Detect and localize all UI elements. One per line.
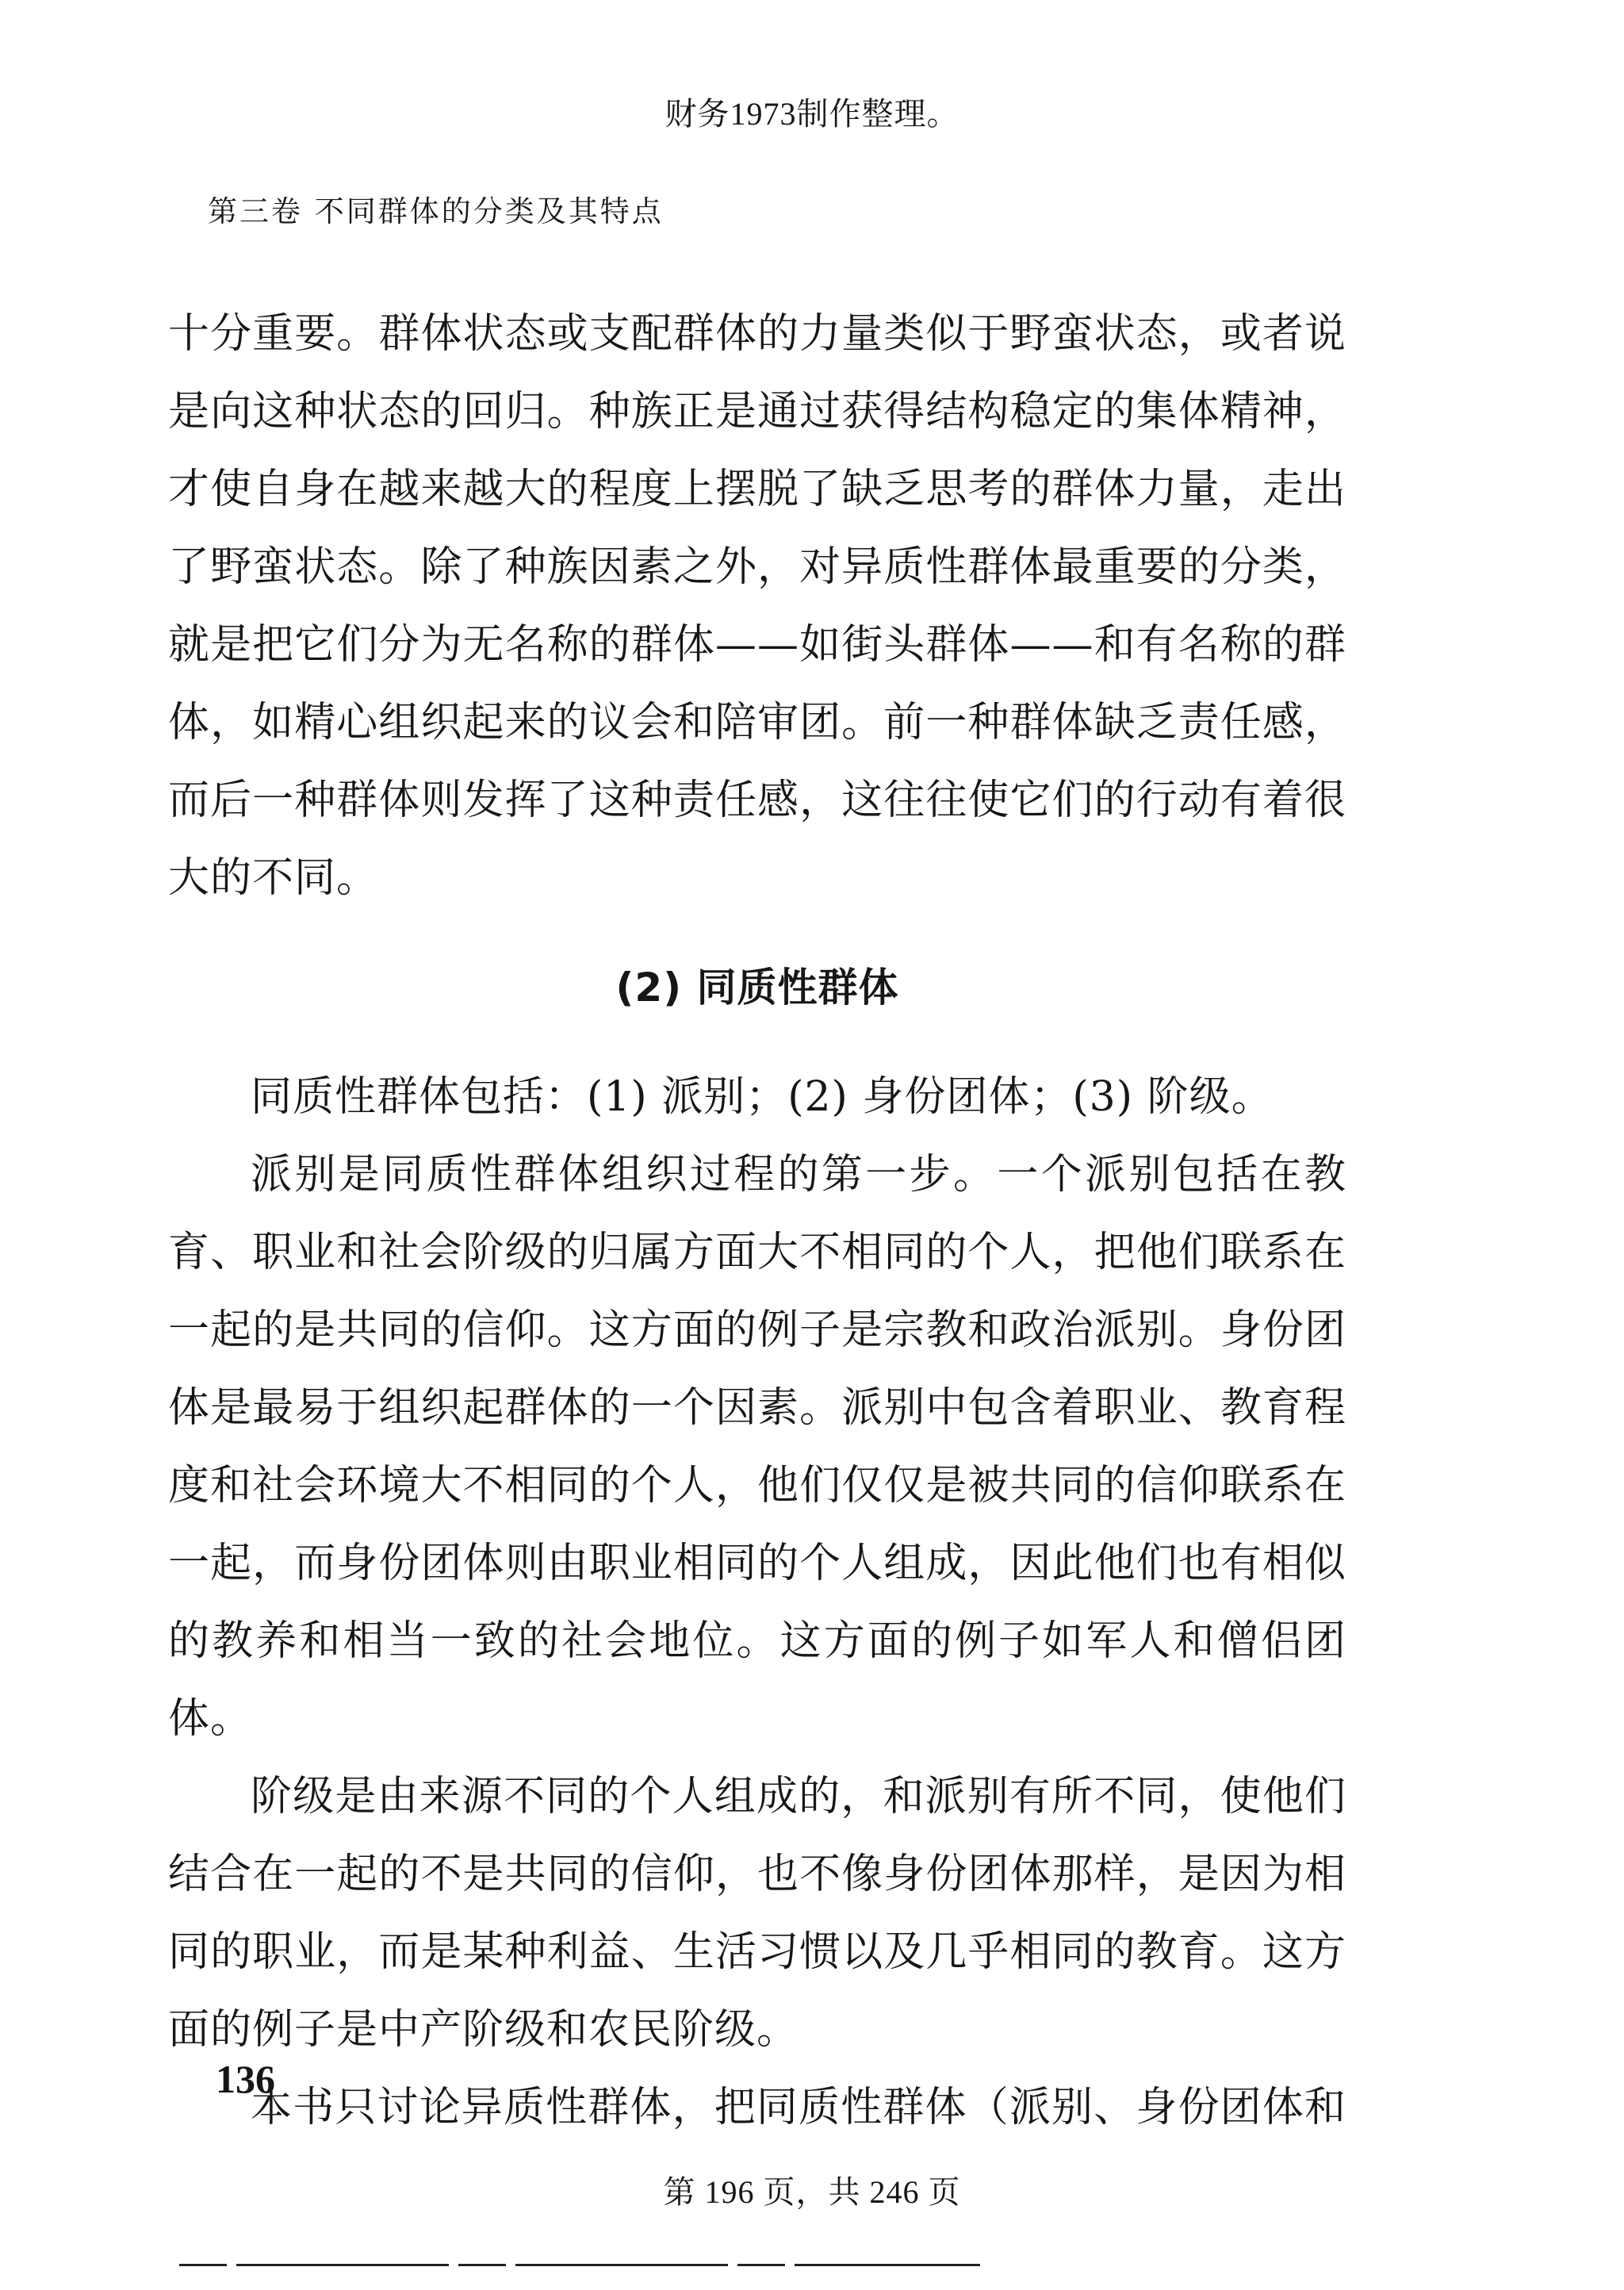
- paragraph-1: [168, 295, 1346, 917]
- text-line: 十分重要。群体状态或支配群体的力量类似于野蛮状态，或者说: [168, 310, 1346, 358]
- text-line: 育、职业和社会阶级的归属方面大不相同的个人，把他们联系在: [168, 1229, 1346, 1276]
- paragraph-4: [168, 1758, 1346, 2069]
- text-line: 大的不同。: [168, 854, 379, 902]
- text-line: 派别是同质性群体组织过程的第一步。一个派别包括在教: [251, 1151, 1346, 1199]
- watermark-text: 财务1973制作整理。: [665, 96, 959, 132]
- text-line: 度和社会环境大不相同的个人，他们仅仅是被共同的信仰联系在: [168, 1462, 1346, 1509]
- page-footer: 第 196 页，共 246 页: [663, 2174, 961, 2210]
- text-line: 才使自身在越来越大的程度上摆脱了缺乏思考的群体力量，走出: [168, 466, 1346, 513]
- text-line: 体，如精心组织起来的议会和陪审团。前一种群体缺乏责任感，: [168, 699, 1346, 746]
- scan-artifact-rule: [179, 2264, 980, 2266]
- text-line: 本书只讨论异质性群体，把同质性群体（派别、身份团体和: [251, 2084, 1346, 2131]
- text-line: 体。: [168, 1695, 253, 1743]
- section-heading: (2) 同质性群体: [615, 965, 899, 1011]
- text-line: 了野蛮状态。除了种族因素之外，对异质性群体最重要的分类，: [168, 543, 1346, 591]
- text-line: 体是最易于组织起群体的一个因素。派别中包含着职业、教育程: [168, 1384, 1346, 1432]
- text-line: 结合在一起的不是共同的信仰，也不像身份团体那样，是因为相: [168, 1851, 1346, 1898]
- body-text: [168, 295, 1346, 2146]
- paragraph-3: [168, 1136, 1346, 1758]
- text-line: 是向这种状态的回归。种族正是通过获得结构稳定的集体精神，: [168, 388, 1346, 435]
- text-line: 面的例子是中产阶级和农民阶级。: [168, 2006, 799, 2054]
- text-line: 就是把它们分为无名称的群体——如街头群体——和有名称的群: [168, 621, 1346, 669]
- text-line: 而后一种群体则发挥了这种责任感，这往往使它们的行动有着很: [168, 777, 1346, 824]
- paragraph-5: [168, 2069, 1346, 2146]
- text-line: 阶级是由来源不同的个人组成的，和派别有所不同，使他们: [251, 1773, 1346, 1820]
- paragraph-2: [168, 1058, 1346, 1136]
- text-line: 的教养和相当一致的社会地位。这方面的例子如军人和僧侣团: [168, 1617, 1346, 1665]
- text-line: 同的职业，而是某种利益、生活习惯以及几乎相同的教育。这方: [168, 1928, 1346, 1976]
- page-number: 136: [216, 2057, 275, 2101]
- running-head: 第三卷 不同群体的分类及其特点: [208, 194, 664, 228]
- text-line: 一起的是共同的信仰。这方面的例子是宗教和政治派别。身份团: [168, 1306, 1346, 1354]
- text-line: 一起，而身份团体则由职业相同的个人组成，因此他们也有相似: [168, 1540, 1346, 1587]
- text-line: 同质性群体包括：(1) 派别；(2) 身份团体；(3) 阶级。: [251, 1073, 1274, 1121]
